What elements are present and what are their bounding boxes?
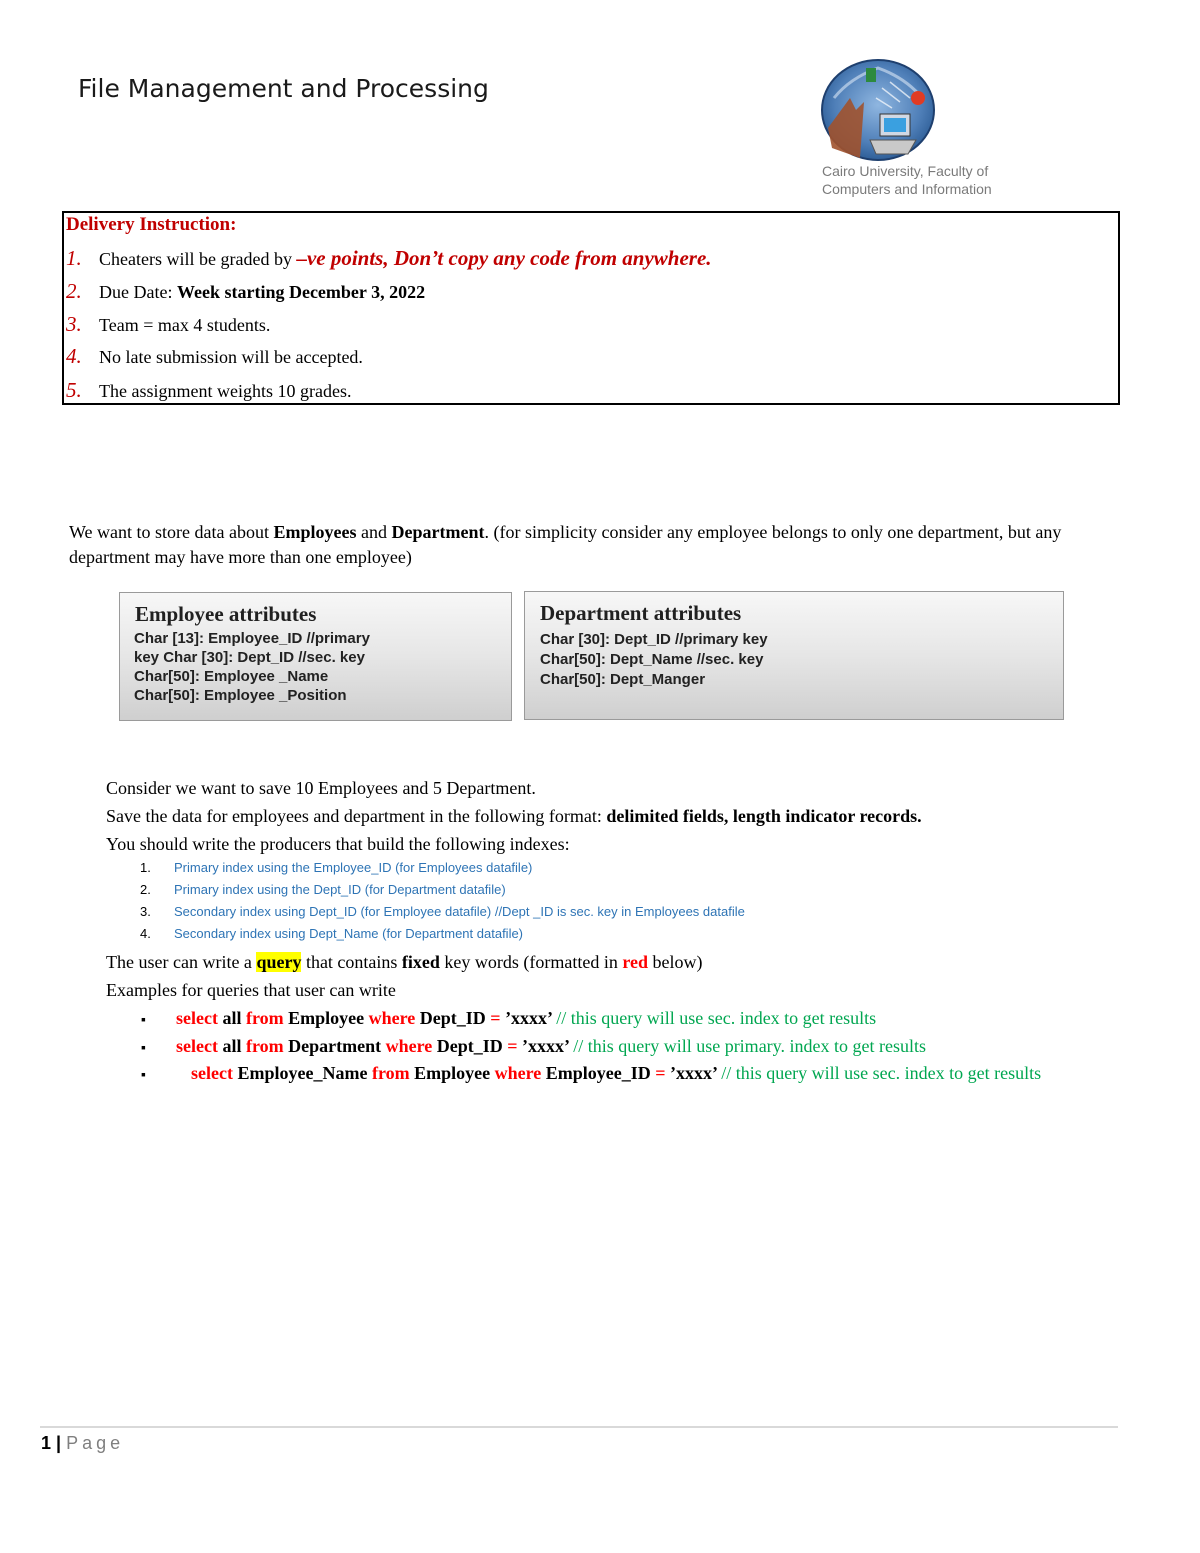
keyword-select: select [176, 1008, 218, 1028]
delivery-instructions-heading: Delivery Instruction: [66, 214, 237, 235]
instruction-text: Team = max 4 students. [99, 315, 271, 335]
attribute-line: Char[50]: Dept_Manger [540, 671, 706, 688]
intro-text: and [356, 522, 392, 542]
page-title: File Management and Processing [78, 74, 489, 103]
query-example [141, 1063, 1041, 1084]
instruction-number: 4. [66, 344, 82, 368]
query-table: Department [283, 1036, 386, 1056]
instruction-number: 3. [66, 312, 82, 336]
query-table: Employee [283, 1008, 369, 1028]
instruction-item [66, 246, 712, 271]
attribute-line: Char[50]: Employee _Name [134, 668, 329, 685]
footer-divider [40, 1426, 1118, 1428]
instruction-text: The assignment weights 10 grades. [99, 381, 352, 401]
index-item [140, 882, 506, 897]
department-attributes-box [524, 591, 1064, 720]
indexes-intro-line: You should write the producers that build the following indexes: [106, 834, 570, 854]
instruction-number: 1. [66, 246, 82, 270]
index-number: 2. [140, 882, 151, 897]
query-value: ’xxxx’ [665, 1063, 722, 1083]
index-number: 1. [140, 860, 151, 875]
keyword-equals: = [655, 1063, 666, 1083]
keyword-equals: = [490, 1008, 501, 1028]
attribute-line: Char[50]: Dept_Name //sec. key [540, 651, 764, 668]
instruction-emphasis: –ve points, Don’t copy any code from anywhere. [296, 246, 712, 270]
instruction-number: 2. [66, 279, 82, 303]
query-field: Dept_ID [432, 1036, 508, 1056]
bullet: ▪ [141, 1041, 146, 1056]
due-date: Week starting December 3, 2022 [176, 282, 426, 302]
footer-separator: | [56, 1433, 62, 1453]
query-comment: // this query will use sec. index to get results [721, 1063, 1042, 1083]
attribute-line: key Char [30]: Dept_ID //sec. key [134, 649, 365, 666]
keyword-from: from [245, 1008, 284, 1028]
query-projection: Employee_Name [232, 1063, 372, 1083]
intro-employees: Employees [273, 522, 357, 542]
index-text: Secondary index using Dept_Name (for Department datafile) [174, 926, 524, 941]
instruction-number: 5. [66, 378, 82, 402]
query-description-text: key words (formatted in [439, 952, 623, 972]
consider-line: Consider we want to save 10 Employees and 5 Department. [106, 778, 536, 798]
save-format-text: Save the data for employees and department in the following format: [106, 806, 607, 826]
index-item [140, 926, 523, 941]
index-item [140, 860, 532, 875]
index-text: Secondary index using Dept_ID (for Employee datafile) //Dept _ID is sec. key in Employees datafile [174, 904, 745, 919]
query-description-line [106, 952, 703, 973]
intro-paragraph [69, 520, 1129, 570]
query-highlight: query [256, 952, 302, 972]
query-example [141, 1008, 876, 1029]
index-number: 3. [140, 904, 151, 919]
query-description-text: that contains [301, 952, 402, 972]
query-comment: // this query will use sec. index to get results [556, 1008, 877, 1028]
bullet: ▪ [141, 1068, 146, 1083]
instruction-item [66, 279, 425, 304]
instruction-item [66, 312, 270, 337]
index-number: 4. [140, 926, 151, 941]
logo-caption [822, 162, 992, 198]
query-projection: all [217, 1008, 246, 1028]
keyword-from: from [371, 1063, 410, 1083]
intro-text: . (for simplicity consider any employee belongs to only one department, but any department may have more than one employee) [69, 522, 1062, 567]
intro-department: Department [391, 522, 485, 542]
keyword-where: where [368, 1008, 416, 1028]
instruction-text: Cheaters will be graded by [99, 249, 297, 269]
page-number: 1 [41, 1433, 52, 1453]
query-value: ’xxxx’ [517, 1036, 574, 1056]
red-word: red [622, 952, 649, 972]
query-description-text: below) [648, 952, 703, 972]
instruction-item [66, 378, 351, 403]
attribute-line: Char [13]: Employee_ID //primary [134, 630, 370, 647]
index-text: Primary index using the Dept_ID (for Department datafile) [174, 882, 506, 897]
employee-attributes-list [134, 629, 370, 705]
save-format-emphasis: delimited fields, length indicator records. [606, 806, 922, 826]
instruction-item [66, 344, 363, 369]
keyword-from: from [245, 1036, 284, 1056]
query-field: Employee_ID [541, 1063, 656, 1083]
query-example [141, 1036, 926, 1057]
employee-attributes-title: Employee attributes [135, 602, 317, 626]
delivery-instructions-box [62, 211, 1120, 405]
attribute-line: Char[50]: Employee _Position [134, 687, 347, 704]
index-item [140, 904, 745, 919]
logo-caption-line1: Cairo University, Faculty of [822, 163, 989, 179]
keyword-where: where [494, 1063, 542, 1083]
query-value: ’xxxx’ [500, 1008, 557, 1028]
department-attributes-title: Department attributes [540, 601, 742, 625]
instruction-text: Due Date: [99, 282, 177, 302]
keyword-select: select [176, 1036, 218, 1056]
keyword-select: select [191, 1063, 233, 1083]
page-footer [41, 1433, 124, 1454]
keyword-equals: = [507, 1036, 518, 1056]
intro-text: We want to store data about [69, 522, 274, 542]
save-format-line [106, 806, 922, 827]
employee-attributes-box [119, 592, 512, 721]
keyword-where: where [385, 1036, 433, 1056]
attribute-line: Char [30]: Dept_ID //primary key [540, 631, 768, 648]
index-text: Primary index using the Employee_ID (for Employees datafile) [174, 860, 533, 875]
query-projection: all [217, 1036, 246, 1056]
query-comment: // this query will use primary. index to get results [573, 1036, 926, 1056]
query-description-text: The user can write a [106, 952, 257, 972]
bullet: ▪ [141, 1013, 146, 1028]
query-field: Dept_ID [415, 1008, 491, 1028]
logo-caption-line2: Computers and Information [822, 181, 992, 197]
query-table: Employee [409, 1063, 495, 1083]
department-attributes-list [540, 630, 768, 690]
university-logo [820, 58, 936, 164]
instruction-text: No late submission will be accepted. [99, 347, 363, 367]
page-label: Page [66, 1433, 125, 1453]
fixed-word: fixed [401, 952, 440, 972]
examples-line: Examples for queries that user can write [106, 980, 396, 1000]
